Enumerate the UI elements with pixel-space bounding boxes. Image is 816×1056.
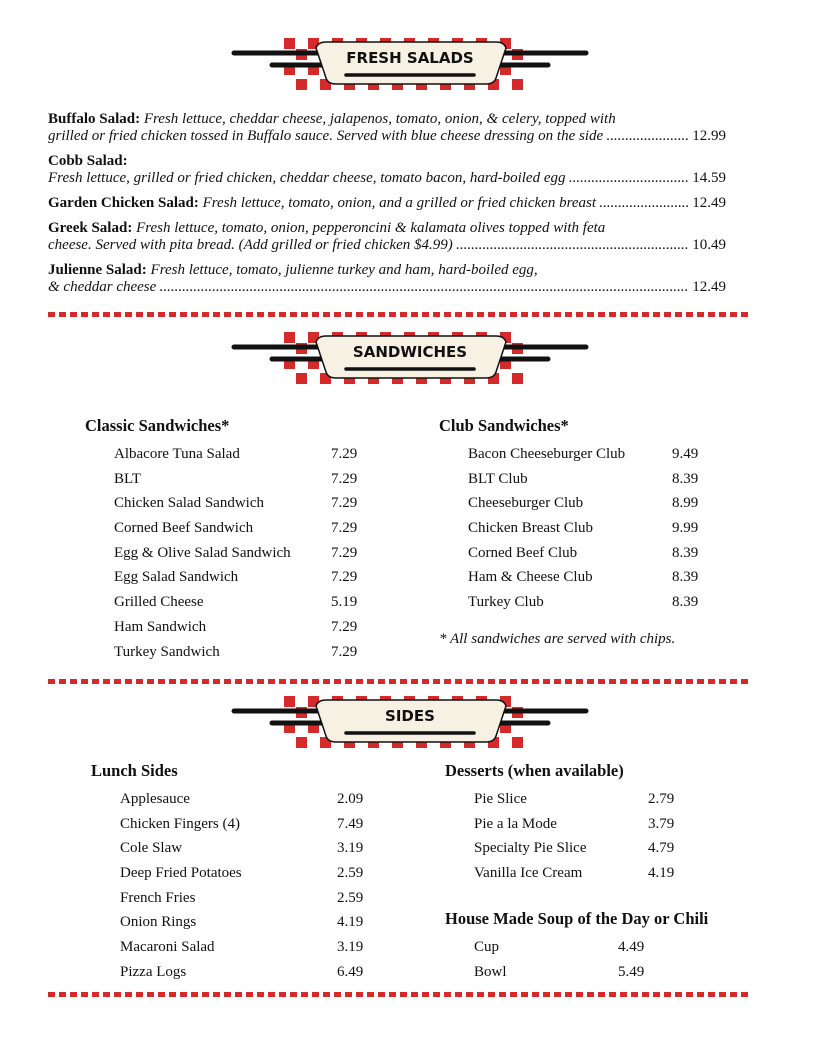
menu-item <box>85 467 358 492</box>
salad-item <box>48 153 726 187</box>
menu-item <box>445 935 708 960</box>
item-price: 7.29 <box>331 544 358 561</box>
menu-item <box>91 812 364 837</box>
dot-leader <box>569 170 690 187</box>
item-price: 7.49 <box>337 815 364 832</box>
item-name: Albacore Tuna Salad <box>114 446 240 462</box>
item-name: Egg & Olive Salad Sandwich <box>114 544 291 561</box>
item-name: Grilled Cheese <box>114 594 204 611</box>
salad-item <box>48 262 726 296</box>
menu-item <box>85 491 358 516</box>
item-name: Bacon Cheeseburger Club <box>468 446 626 462</box>
menu-item <box>85 516 358 541</box>
section-title: SANDWICHES <box>352 343 468 361</box>
fresh-salads-banner <box>228 34 592 96</box>
item-price: 4.79 <box>648 840 675 857</box>
column-heading: Desserts (when available) <box>445 761 624 780</box>
item-name: Ham Sandwich <box>114 618 207 635</box>
menu-item <box>91 787 364 812</box>
item-description: Fresh lettuce, grilled or fried chicken, cheddar cheese, tomato bacon, hard-boiled egg <box>48 170 566 186</box>
column-heading: House Made Soup of the Day or Chili <box>445 909 709 928</box>
item-price: 5.19 <box>331 594 358 611</box>
item-description: & cheddar cheese <box>48 279 157 295</box>
column-heading: Club Sandwiches* <box>439 416 569 435</box>
checker-square <box>296 79 307 90</box>
checker-square <box>512 79 523 90</box>
item-name: Deep Fried Potatoes <box>120 865 242 882</box>
item-price: 8.99 <box>672 495 699 512</box>
menu-item <box>439 467 699 492</box>
item-name: Ham & Cheese Club <box>468 569 593 586</box>
item-name: Onion Rings <box>120 914 197 931</box>
salad-item <box>48 195 726 212</box>
checkered-divider <box>48 312 752 317</box>
item-price: 4.49 <box>618 939 645 955</box>
item-name: Corned Beef Sandwich <box>114 520 254 537</box>
column-heading: Classic Sandwiches* <box>85 416 230 435</box>
menu-item <box>439 590 699 615</box>
item-price: 7.29 <box>331 520 358 537</box>
checker-square <box>284 38 295 49</box>
item-name: Cole Slaw <box>120 840 183 857</box>
checker-square <box>284 696 295 707</box>
item-name: Applesauce <box>120 791 190 807</box>
menu-item <box>445 861 675 886</box>
item-price: 14.59 <box>692 170 726 186</box>
checker-square <box>512 737 523 748</box>
checkered-divider <box>48 992 752 997</box>
item-price: 7.29 <box>331 495 358 512</box>
item-description: cheese. Served with pita bread. (Add grilled or fried chicken $4.99) <box>48 237 453 253</box>
item-name: Cobb Salad: <box>48 153 128 169</box>
item-price: 8.39 <box>672 544 699 561</box>
item-name: Buffalo Salad: <box>48 111 141 127</box>
item-name: Specialty Pie Slice <box>474 840 587 857</box>
item-price: 4.19 <box>648 865 675 882</box>
menu-item <box>91 910 364 935</box>
item-description: Fresh lettuce, tomato, julienne turkey and ham, hard-boiled egg, <box>150 262 538 278</box>
salads-list <box>48 111 726 304</box>
menu-item <box>91 861 364 886</box>
item-name: Cup <box>474 939 500 955</box>
item-price: 2.59 <box>337 865 364 882</box>
item-name: Pie a la Mode <box>474 815 557 832</box>
item-name: Egg Salad Sandwich <box>114 569 239 586</box>
item-name: Corned Beef Club <box>468 544 578 561</box>
menu-item <box>85 590 358 615</box>
item-price: 12.49 <box>692 279 726 295</box>
item-name: Greek Salad: <box>48 220 133 236</box>
item-name: Turkey Sandwich <box>114 643 220 660</box>
item-name: Chicken Salad Sandwich <box>114 495 264 512</box>
item-price: 2.09 <box>337 791 364 807</box>
club-sandwiches <box>439 416 699 615</box>
menu-item <box>445 787 675 812</box>
item-price: 10.49 <box>692 237 726 253</box>
item-name: Julienne Salad: <box>48 262 147 278</box>
item-price: 7.29 <box>331 643 358 660</box>
salad-item <box>48 220 726 254</box>
item-price: 8.39 <box>672 569 699 586</box>
item-description: Fresh lettuce, cheddar cheese, jalapenos, tomato, onion, & celery, topped with <box>143 111 616 127</box>
menu-item <box>439 442 699 467</box>
item-price: 12.49 <box>692 195 726 211</box>
item-price: 2.59 <box>337 889 364 906</box>
checker-square <box>296 373 307 384</box>
item-price: 8.39 <box>672 594 699 611</box>
sandwiches-banner <box>228 328 592 390</box>
checkered-divider <box>48 679 752 684</box>
item-name: BLT Club <box>468 470 528 487</box>
item-name: Macaroni Salad <box>120 939 215 956</box>
classic-sandwiches <box>85 416 358 664</box>
menu-item <box>85 541 358 566</box>
item-name: Bowl <box>474 963 507 980</box>
checker-square <box>296 737 307 748</box>
item-price: 3.19 <box>337 939 364 956</box>
item-price: 6.49 <box>337 963 364 980</box>
sandwich-note: * All sandwiches are served with chips. <box>439 631 676 647</box>
checker-square <box>512 373 523 384</box>
item-name: Vanilla Ice Cream <box>474 865 583 882</box>
dot-leader <box>456 237 689 254</box>
menu-item <box>85 615 358 640</box>
menu-item <box>439 516 699 541</box>
item-price: 7.29 <box>331 618 358 635</box>
menu-item <box>439 541 699 566</box>
item-price: 3.19 <box>337 840 364 857</box>
item-price: 8.39 <box>672 470 699 487</box>
item-name: BLT <box>114 470 141 487</box>
item-price: 5.49 <box>618 963 645 980</box>
item-name: Chicken Breast Club <box>468 520 593 537</box>
menu-item <box>439 491 699 516</box>
menu-item <box>85 640 358 665</box>
item-description: Fresh lettuce, tomato, onion, pepperoncini & kalamata olives topped with feta <box>136 220 606 236</box>
menu-item <box>445 960 708 985</box>
column-heading: Lunch Sides <box>91 761 178 780</box>
item-name: Garden Chicken Salad: <box>48 195 199 211</box>
item-price: 7.29 <box>331 470 358 487</box>
item-price: 2.79 <box>648 791 675 807</box>
lunch-sides <box>91 761 364 985</box>
menu-item <box>91 935 364 960</box>
item-price: 7.29 <box>331 446 358 462</box>
item-description: grilled or fried chicken tossed in Buffalo sauce. Served with blue cheese dressing on the side <box>48 128 604 144</box>
dot-leader <box>599 195 689 212</box>
menu-item <box>439 565 699 590</box>
item-name: Turkey Club <box>468 594 544 611</box>
item-name: Pizza Logs <box>120 963 187 980</box>
item-name: Chicken Fingers (4) <box>120 815 240 832</box>
menu-item <box>85 565 358 590</box>
item-price: 7.29 <box>331 569 358 586</box>
item-name: Pie Slice <box>474 791 527 807</box>
item-price: 4.19 <box>337 914 364 931</box>
section-title: FRESH SALADS <box>346 49 474 67</box>
sides-banner <box>228 692 592 754</box>
section-title: SIDES <box>385 707 435 725</box>
menu-item <box>85 442 358 467</box>
item-name: Cheeseburger Club <box>468 495 584 512</box>
checker-square <box>284 332 295 343</box>
item-price: 3.79 <box>648 815 675 832</box>
item-name: French Fries <box>120 889 196 906</box>
salad-item <box>48 111 726 145</box>
menu-item <box>445 836 675 861</box>
menu-item <box>91 960 364 985</box>
dot-leader <box>159 279 689 296</box>
item-price: 9.99 <box>672 520 699 537</box>
soup-or-chili <box>445 909 708 984</box>
item-price: 9.49 <box>672 446 699 462</box>
menu-item <box>445 812 675 837</box>
item-price: 12.99 <box>692 128 726 144</box>
menu-item <box>91 836 364 861</box>
menu-item <box>91 886 364 911</box>
desserts <box>445 761 675 886</box>
dot-leader <box>606 128 689 145</box>
item-description: Fresh lettuce, tomato, onion, and a grilled or fried chicken breast <box>202 195 597 211</box>
